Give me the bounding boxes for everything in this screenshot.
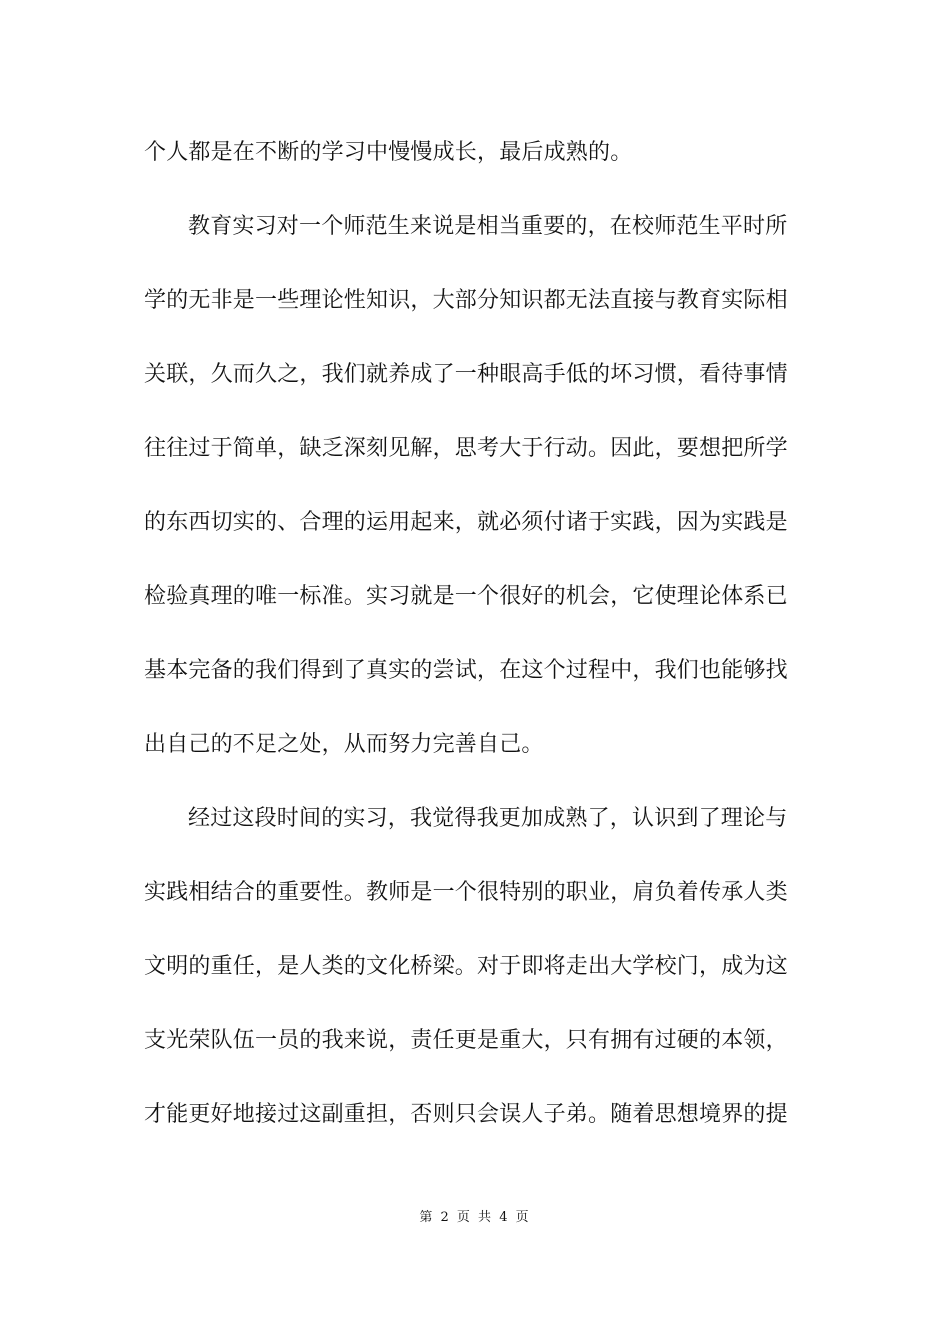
text-line: 的东西切实的、合理的运用起来，就必须付诸于实践，因为实践是 bbox=[144, 510, 788, 535]
text-line: 出自己的不足之处，从而努力完善自己。 bbox=[144, 732, 544, 757]
page-number-footer: 第 2 页 共 4 页 bbox=[419, 1210, 531, 1225]
text-line: 个人都是在不断的学习中慢慢成长，最后成熟的。 bbox=[144, 140, 633, 165]
text-line-paragraph-start: 经过这段时间的实习，我觉得我更加成熟了，认识到了理论与 bbox=[188, 806, 788, 831]
text-line: 实践相结合的重要性。教师是一个很特别的职业，肩负着传承人类 bbox=[144, 880, 788, 905]
text-line: 基本完备的我们得到了真实的尝试，在这个过程中，我们也能够找 bbox=[144, 658, 788, 683]
text-line-paragraph-start: 教育实习对一个师范生来说是相当重要的，在校师范生平时所 bbox=[188, 214, 788, 239]
text-line: 支光荣队伍一员的我来说，责任更是重大，只有拥有过硬的本领， bbox=[144, 1028, 788, 1053]
text-line: 检验真理的唯一标准。实习就是一个很好的机会，它使理论体系已 bbox=[144, 584, 788, 609]
text-line: 学的无非是一些理论性知识，大部分知识都无法直接与教育实际相 bbox=[144, 288, 788, 313]
text-line: 往往过于简单，缺乏深刻见解，思考大于行动。因此，要想把所学 bbox=[144, 436, 788, 461]
text-line: 关联，久而久之，我们就养成了一种眼高手低的坏习惯，看待事情 bbox=[144, 362, 788, 387]
text-line: 文明的重任，是人类的文化桥梁。对于即将走出大学校门，成为这 bbox=[144, 954, 788, 979]
text-line: 才能更好地接过这副重担，否则只会误人子弟。随着思想境界的提 bbox=[144, 1102, 788, 1127]
body-text bbox=[144, 130, 809, 1166]
